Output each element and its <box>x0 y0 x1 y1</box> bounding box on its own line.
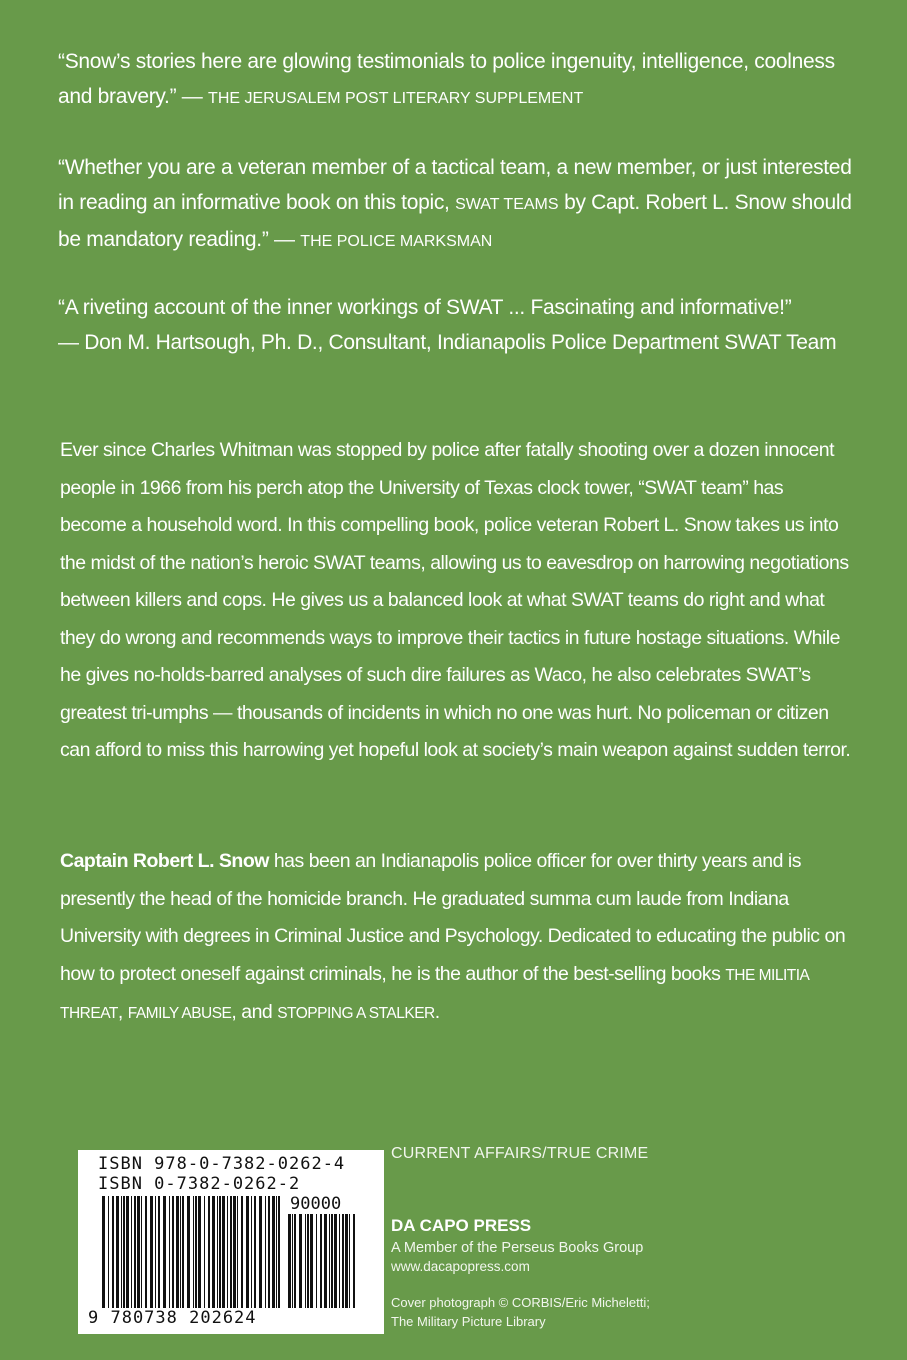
category-label: CURRENT AFFAIRS/TRUE CRIME <box>391 1145 649 1162</box>
barcode-bar <box>169 1196 170 1308</box>
barcode-box <box>78 1150 384 1334</box>
author-bio-text: has been an Indianapolis police officer for over thirty years and is presently the head of the homicide branch. He graduated summa cum laude from Indiana University with degrees in Criminal Justice and Psychology. Dedicated to educating the public on how to protect oneself against criminals, he is the author of the best-selling books <box>60 850 846 985</box>
barcode-bar <box>116 1196 119 1308</box>
barcode-bar <box>339 1214 340 1308</box>
barcode-bar <box>268 1196 270 1308</box>
barcode-bar <box>294 1214 296 1308</box>
barcode-bar <box>230 1196 232 1308</box>
quote-text-b: by Capt. Robert L. Snow should be mandatory reading.” — <box>58 191 852 251</box>
price-code: 90000 <box>290 1194 342 1214</box>
barcode-bar <box>342 1214 344 1308</box>
barcode-bar <box>353 1214 355 1308</box>
book-title: THE MILITIA THREAT <box>60 966 809 1022</box>
author-name: Captain Robert L. Snow <box>60 850 269 872</box>
barcode-bar <box>259 1196 262 1308</box>
barcode-bar <box>182 1196 184 1308</box>
book-title: SWAT TEAMS <box>455 196 559 213</box>
book-description: Ever since Charles Whitman was stopped by police after fatally shooting over a dozen innocent people in 1966 from his perch atop the University of Texas clock tower, “SWAT team” has become a household word. In this compelling book, police veteran Robert L. Snow takes us into the midst of the nation’s heroic SWAT teams, allowing us to eavesdrop on harrowing negotiations between killers and cops. He gives us a balanced look at what SWAT teams do right and what they do wrong and recommends ways to improve their tactics in future hostage situations. While he gives no-holds-barred analyses of such dire failures as Waco, he also celebrates SWAT’s greatest tri-umphs — thousands of incidents in which no one was hurt. No policeman or citizen can afford to miss this harrowing yet hopeful look at society’s main weapon against sudden terror. <box>60 439 851 761</box>
barcode-bar <box>320 1214 322 1308</box>
quote-text-a: “Whether you are a veteran member of a tactical team, a new member, or just interested in reading an informative book on this topic, <box>58 156 852 214</box>
barcode-bar <box>163 1196 166 1308</box>
barcode-bar <box>237 1196 238 1308</box>
isbn10-label: ISBN 0-7382-0262-2 <box>98 1174 301 1194</box>
ean-barcode-icon <box>102 1196 282 1308</box>
barcode-bar <box>176 1196 179 1308</box>
barcode-bar <box>324 1214 327 1308</box>
barcode-bar <box>195 1196 197 1308</box>
ean-digits: 9 780738 202624 <box>88 1308 257 1328</box>
barcode-bar <box>108 1196 109 1308</box>
barcode-bar <box>276 1196 277 1308</box>
quote-text: “Snow’s stories here are glowing testimonials to police ingenuity, intelligence, coolness and bravery.” — <box>58 50 835 108</box>
barcode-bar <box>316 1214 317 1308</box>
barcode-bar <box>193 1196 194 1308</box>
barcode-bar <box>288 1214 291 1308</box>
barcode-bar <box>112 1196 114 1308</box>
barcode-bar <box>180 1196 181 1308</box>
addon-barcode-icon <box>288 1214 358 1308</box>
barcode-bar <box>299 1214 302 1308</box>
book-title: STOPPING A STALKER <box>277 1005 435 1022</box>
barcode-bar <box>292 1214 293 1308</box>
quote-attribution: — Don M. Hartsough, Ph. D., Consultant, Indianapolis Police Department SWAT Team <box>58 331 837 354</box>
barcode-bar <box>251 1196 252 1308</box>
barcode-bar <box>187 1196 190 1308</box>
quote-hartsough <box>58 290 858 360</box>
barcode-bar <box>329 1214 330 1308</box>
barcode-bar <box>134 1196 136 1308</box>
publisher-url: www.dacapopress.com <box>391 1259 530 1274</box>
publisher-member: A Member of the Perseus Books Group <box>391 1240 644 1256</box>
barcode-bar <box>305 1214 306 1308</box>
barcode-bar <box>145 1196 147 1308</box>
book-title: FAMILY ABUSE <box>127 1005 232 1022</box>
barcode-bar <box>126 1196 129 1308</box>
separator: , and <box>231 1001 278 1023</box>
barcode-bar <box>102 1196 105 1308</box>
barcode-bar <box>172 1196 174 1308</box>
barcode-bar <box>254 1196 256 1308</box>
barcode-bar <box>307 1214 309 1308</box>
barcode-bar <box>233 1196 236 1308</box>
quote-line: “A riveting account of the inner workings of SWAT ... Fascinating and informative!” <box>58 296 792 319</box>
quote-source: THE POLICE MARKSMAN <box>300 233 493 250</box>
separator: . <box>434 1001 440 1023</box>
barcode-bar <box>265 1196 266 1308</box>
barcode-bar <box>272 1196 275 1308</box>
quote-source: THE JERUSALEM POST LITERARY SUPPLEMENT <box>208 90 584 107</box>
barcode-bar <box>219 1196 221 1308</box>
barcode-bar <box>150 1196 153 1308</box>
barcode-bar <box>217 1196 218 1308</box>
barcode-bar <box>241 1196 243 1308</box>
barcode-bar <box>349 1214 350 1308</box>
barcode-bar <box>278 1196 280 1308</box>
barcode-bar <box>204 1196 205 1308</box>
barcode-bar <box>222 1196 225 1308</box>
barcode-bar <box>310 1214 313 1308</box>
barcode-bar <box>155 1196 156 1308</box>
barcode-bar <box>246 1196 249 1308</box>
photo-credit: Cover photograph © CORBIS/Eric Micheletti; <box>391 1295 650 1310</box>
barcode-bar <box>208 1196 210 1308</box>
quote-police-marksman <box>58 150 858 259</box>
publisher-name: DA CAPO PRESS <box>391 1216 532 1235</box>
barcode-bar <box>345 1214 348 1308</box>
separator: , <box>117 1001 128 1023</box>
author-bio <box>60 843 852 1033</box>
barcode-bar <box>131 1196 132 1308</box>
barcode-bar <box>212 1196 215 1308</box>
barcode-bar <box>198 1196 201 1308</box>
barcode-bar <box>121 1196 122 1308</box>
barcode-bar <box>331 1214 333 1308</box>
barcode-bar <box>141 1196 142 1308</box>
barcode-bar <box>123 1196 125 1308</box>
barcode-bar <box>334 1214 337 1308</box>
barcode-bar <box>158 1196 160 1308</box>
barcode-bar <box>137 1196 140 1308</box>
quote-jerusalem-post <box>58 44 858 116</box>
isbn13-label: ISBN 978-0-7382-0262-4 <box>98 1154 346 1174</box>
barcode-bar <box>227 1196 228 1308</box>
photo-credit-library: The Military Picture Library <box>391 1314 546 1329</box>
